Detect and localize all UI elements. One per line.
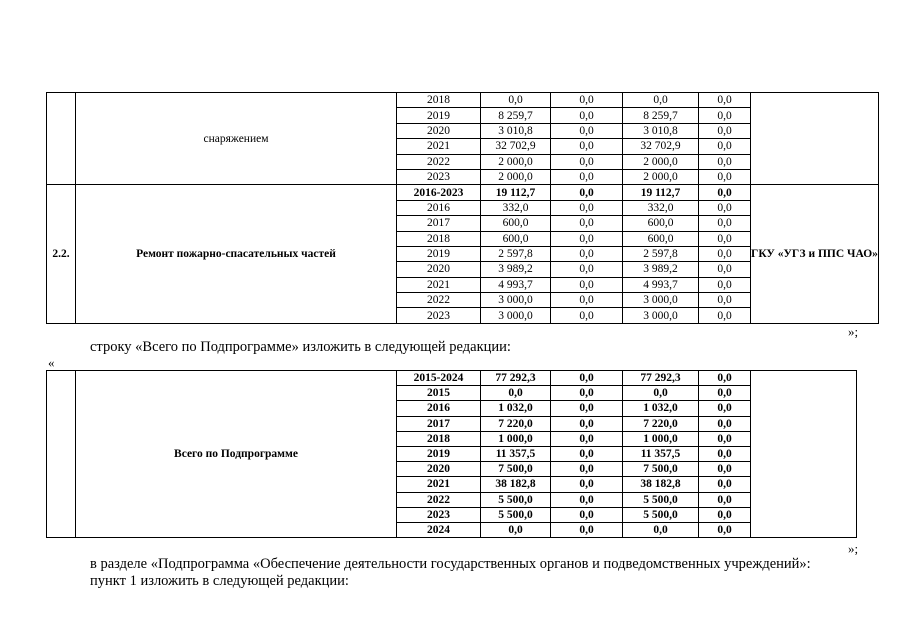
- total-cell: 32 702,9: [481, 139, 551, 154]
- year-cell: 2023: [397, 308, 481, 323]
- regional-cell: 5 500,0: [623, 492, 699, 507]
- total-cell: 600,0: [481, 216, 551, 231]
- subprogram-activities-table: [46, 92, 879, 324]
- total-cell: 3 010,8: [481, 123, 551, 138]
- year-cell: 2023: [397, 507, 481, 522]
- federal-cell: 0,0: [551, 477, 623, 492]
- other-cell: 0,0: [699, 462, 751, 477]
- regional-cell: 0,0: [623, 386, 699, 401]
- total-cell: 38 182,8: [481, 477, 551, 492]
- year-cell: 2016: [397, 200, 481, 215]
- total-cell: 4 993,7: [481, 277, 551, 292]
- total-cell: 2 597,8: [481, 246, 551, 261]
- year-cell: 2020: [397, 123, 481, 138]
- federal-cell: 0,0: [551, 431, 623, 446]
- year-cell: 2016: [397, 401, 481, 416]
- federal-cell: 0,0: [551, 154, 623, 169]
- total-label: Всего по Подпрограмме: [76, 371, 397, 538]
- total-cell: 2 000,0: [481, 154, 551, 169]
- total-cell: 332,0: [481, 200, 551, 215]
- federal-cell: 0,0: [551, 522, 623, 537]
- regional-cell: 4 993,7: [623, 277, 699, 292]
- regional-cell: 5 500,0: [623, 507, 699, 522]
- other-cell: 0,0: [699, 431, 751, 446]
- federal-cell: 0,0: [551, 231, 623, 246]
- total-cell: 19 112,7: [481, 185, 551, 200]
- regional-cell: 1 032,0: [623, 401, 699, 416]
- year-cell: 2020: [397, 462, 481, 477]
- other-cell: 0,0: [699, 169, 751, 184]
- federal-cell: 0,0: [551, 185, 623, 200]
- federal-cell: 0,0: [551, 139, 623, 154]
- year-cell: 2017: [397, 216, 481, 231]
- total-cell: 600,0: [481, 231, 551, 246]
- other-cell: 0,0: [699, 93, 751, 108]
- year-cell: 2017: [397, 416, 481, 431]
- other-cell: 0,0: [699, 477, 751, 492]
- federal-cell: 0,0: [551, 446, 623, 461]
- table-row: [47, 93, 879, 108]
- instruction-text: строку «Всего по Подпрограмме» изложить в следующей редакции:: [90, 339, 511, 355]
- other-cell: 0,0: [699, 139, 751, 154]
- federal-cell: 0,0: [551, 371, 623, 386]
- federal-cell: 0,0: [551, 492, 623, 507]
- other-cell: 0,0: [699, 522, 751, 537]
- year-cell: 2015-2024: [397, 371, 481, 386]
- executor: [751, 371, 857, 538]
- total-cell: 1 000,0: [481, 431, 551, 446]
- federal-cell: 0,0: [551, 123, 623, 138]
- federal-cell: 0,0: [551, 401, 623, 416]
- total-cell: 1 032,0: [481, 401, 551, 416]
- regional-cell: 7 220,0: [623, 416, 699, 431]
- total-cell: 11 357,5: [481, 446, 551, 461]
- year-cell: 2019: [397, 108, 481, 123]
- regional-cell: 600,0: [623, 231, 699, 246]
- regional-cell: 2 597,8: [623, 246, 699, 261]
- other-cell: 0,0: [699, 231, 751, 246]
- other-cell: 0,0: [699, 246, 751, 261]
- year-cell: 2022: [397, 492, 481, 507]
- federal-cell: 0,0: [551, 308, 623, 323]
- table-row: [47, 371, 857, 386]
- regional-cell: 0,0: [623, 93, 699, 108]
- year-cell: 2019: [397, 246, 481, 261]
- year-cell: 2021: [397, 139, 481, 154]
- federal-cell: 0,0: [551, 93, 623, 108]
- table-row: [47, 185, 879, 200]
- federal-cell: 0,0: [551, 169, 623, 184]
- regional-cell: 8 259,7: [623, 108, 699, 123]
- year-cell: 2021: [397, 277, 481, 292]
- year-cell: 2021: [397, 477, 481, 492]
- year-cell: 2018: [397, 431, 481, 446]
- federal-cell: 0,0: [551, 293, 623, 308]
- other-cell: 0,0: [699, 492, 751, 507]
- other-cell: 0,0: [699, 262, 751, 277]
- executor: ГКУ «УГЗ и ППС ЧАО»: [751, 185, 879, 324]
- opening-quote: «: [48, 355, 55, 370]
- other-cell: 0,0: [699, 154, 751, 169]
- other-cell: 0,0: [699, 185, 751, 200]
- other-cell: 0,0: [699, 293, 751, 308]
- regional-cell: 3 010,8: [623, 123, 699, 138]
- total-cell: 8 259,7: [481, 108, 551, 123]
- total-cell: 5 500,0: [481, 492, 551, 507]
- federal-cell: 0,0: [551, 108, 623, 123]
- federal-cell: 0,0: [551, 462, 623, 477]
- regional-cell: 0,0: [623, 522, 699, 537]
- regional-cell: 7 500,0: [623, 462, 699, 477]
- total-cell: 3 000,0: [481, 293, 551, 308]
- federal-cell: 0,0: [551, 277, 623, 292]
- item-number: [47, 371, 76, 538]
- year-cell: 2018: [397, 231, 481, 246]
- federal-cell: 0,0: [551, 200, 623, 215]
- total-cell: 77 292,3: [481, 371, 551, 386]
- other-cell: 0,0: [699, 123, 751, 138]
- other-cell: 0,0: [699, 277, 751, 292]
- item-number: 2.2.: [47, 185, 76, 324]
- total-cell: 7 500,0: [481, 462, 551, 477]
- executor: [751, 93, 879, 185]
- other-cell: 0,0: [699, 386, 751, 401]
- total-cell: 7 220,0: [481, 416, 551, 431]
- year-cell: 2015: [397, 386, 481, 401]
- regional-cell: 3 989,2: [623, 262, 699, 277]
- other-cell: 0,0: [699, 108, 751, 123]
- total-cell: 3 989,2: [481, 262, 551, 277]
- subprogram-total-table: [46, 370, 857, 538]
- total-cell: 2 000,0: [481, 169, 551, 184]
- activity-name: Ремонт пожарно-спасательных частей: [76, 185, 397, 324]
- year-cell: 2023: [397, 169, 481, 184]
- year-cell: 2022: [397, 293, 481, 308]
- instruction-text: пункт 1 изложить в следующей редакции:: [90, 573, 349, 589]
- regional-cell: 32 702,9: [623, 139, 699, 154]
- regional-cell: 600,0: [623, 216, 699, 231]
- activity-name: снаряжением: [76, 93, 397, 185]
- closing-quote: »;: [848, 541, 859, 556]
- federal-cell: 0,0: [551, 507, 623, 522]
- regional-cell: 1 000,0: [623, 431, 699, 446]
- total-cell: 0,0: [481, 93, 551, 108]
- regional-cell: 3 000,0: [623, 293, 699, 308]
- item-number: [47, 93, 76, 185]
- total-cell: 3 000,0: [481, 308, 551, 323]
- year-cell: 2019: [397, 446, 481, 461]
- year-cell: 2024: [397, 522, 481, 537]
- regional-cell: 2 000,0: [623, 169, 699, 184]
- regional-cell: 2 000,0: [623, 154, 699, 169]
- federal-cell: 0,0: [551, 216, 623, 231]
- year-cell: 2018: [397, 93, 481, 108]
- year-cell: 2022: [397, 154, 481, 169]
- other-cell: 0,0: [699, 371, 751, 386]
- instruction-text: в разделе «Подпрограмма «Обеспечение деятельности государственных органов и подведомственных учреждений»:: [90, 556, 811, 572]
- regional-cell: 3 000,0: [623, 308, 699, 323]
- regional-cell: 19 112,7: [623, 185, 699, 200]
- regional-cell: 38 182,8: [623, 477, 699, 492]
- other-cell: 0,0: [699, 446, 751, 461]
- total-cell: 0,0: [481, 386, 551, 401]
- other-cell: 0,0: [699, 507, 751, 522]
- federal-cell: 0,0: [551, 386, 623, 401]
- other-cell: 0,0: [699, 308, 751, 323]
- regional-cell: 77 292,3: [623, 371, 699, 386]
- other-cell: 0,0: [699, 216, 751, 231]
- other-cell: 0,0: [699, 416, 751, 431]
- year-cell: 2020: [397, 262, 481, 277]
- other-cell: 0,0: [699, 200, 751, 215]
- closing-quote: »;: [848, 324, 859, 339]
- federal-cell: 0,0: [551, 246, 623, 261]
- regional-cell: 332,0: [623, 200, 699, 215]
- year-cell: 2016-2023: [397, 185, 481, 200]
- total-cell: 5 500,0: [481, 507, 551, 522]
- federal-cell: 0,0: [551, 416, 623, 431]
- regional-cell: 11 357,5: [623, 446, 699, 461]
- total-cell: 0,0: [481, 522, 551, 537]
- federal-cell: 0,0: [551, 262, 623, 277]
- other-cell: 0,0: [699, 401, 751, 416]
